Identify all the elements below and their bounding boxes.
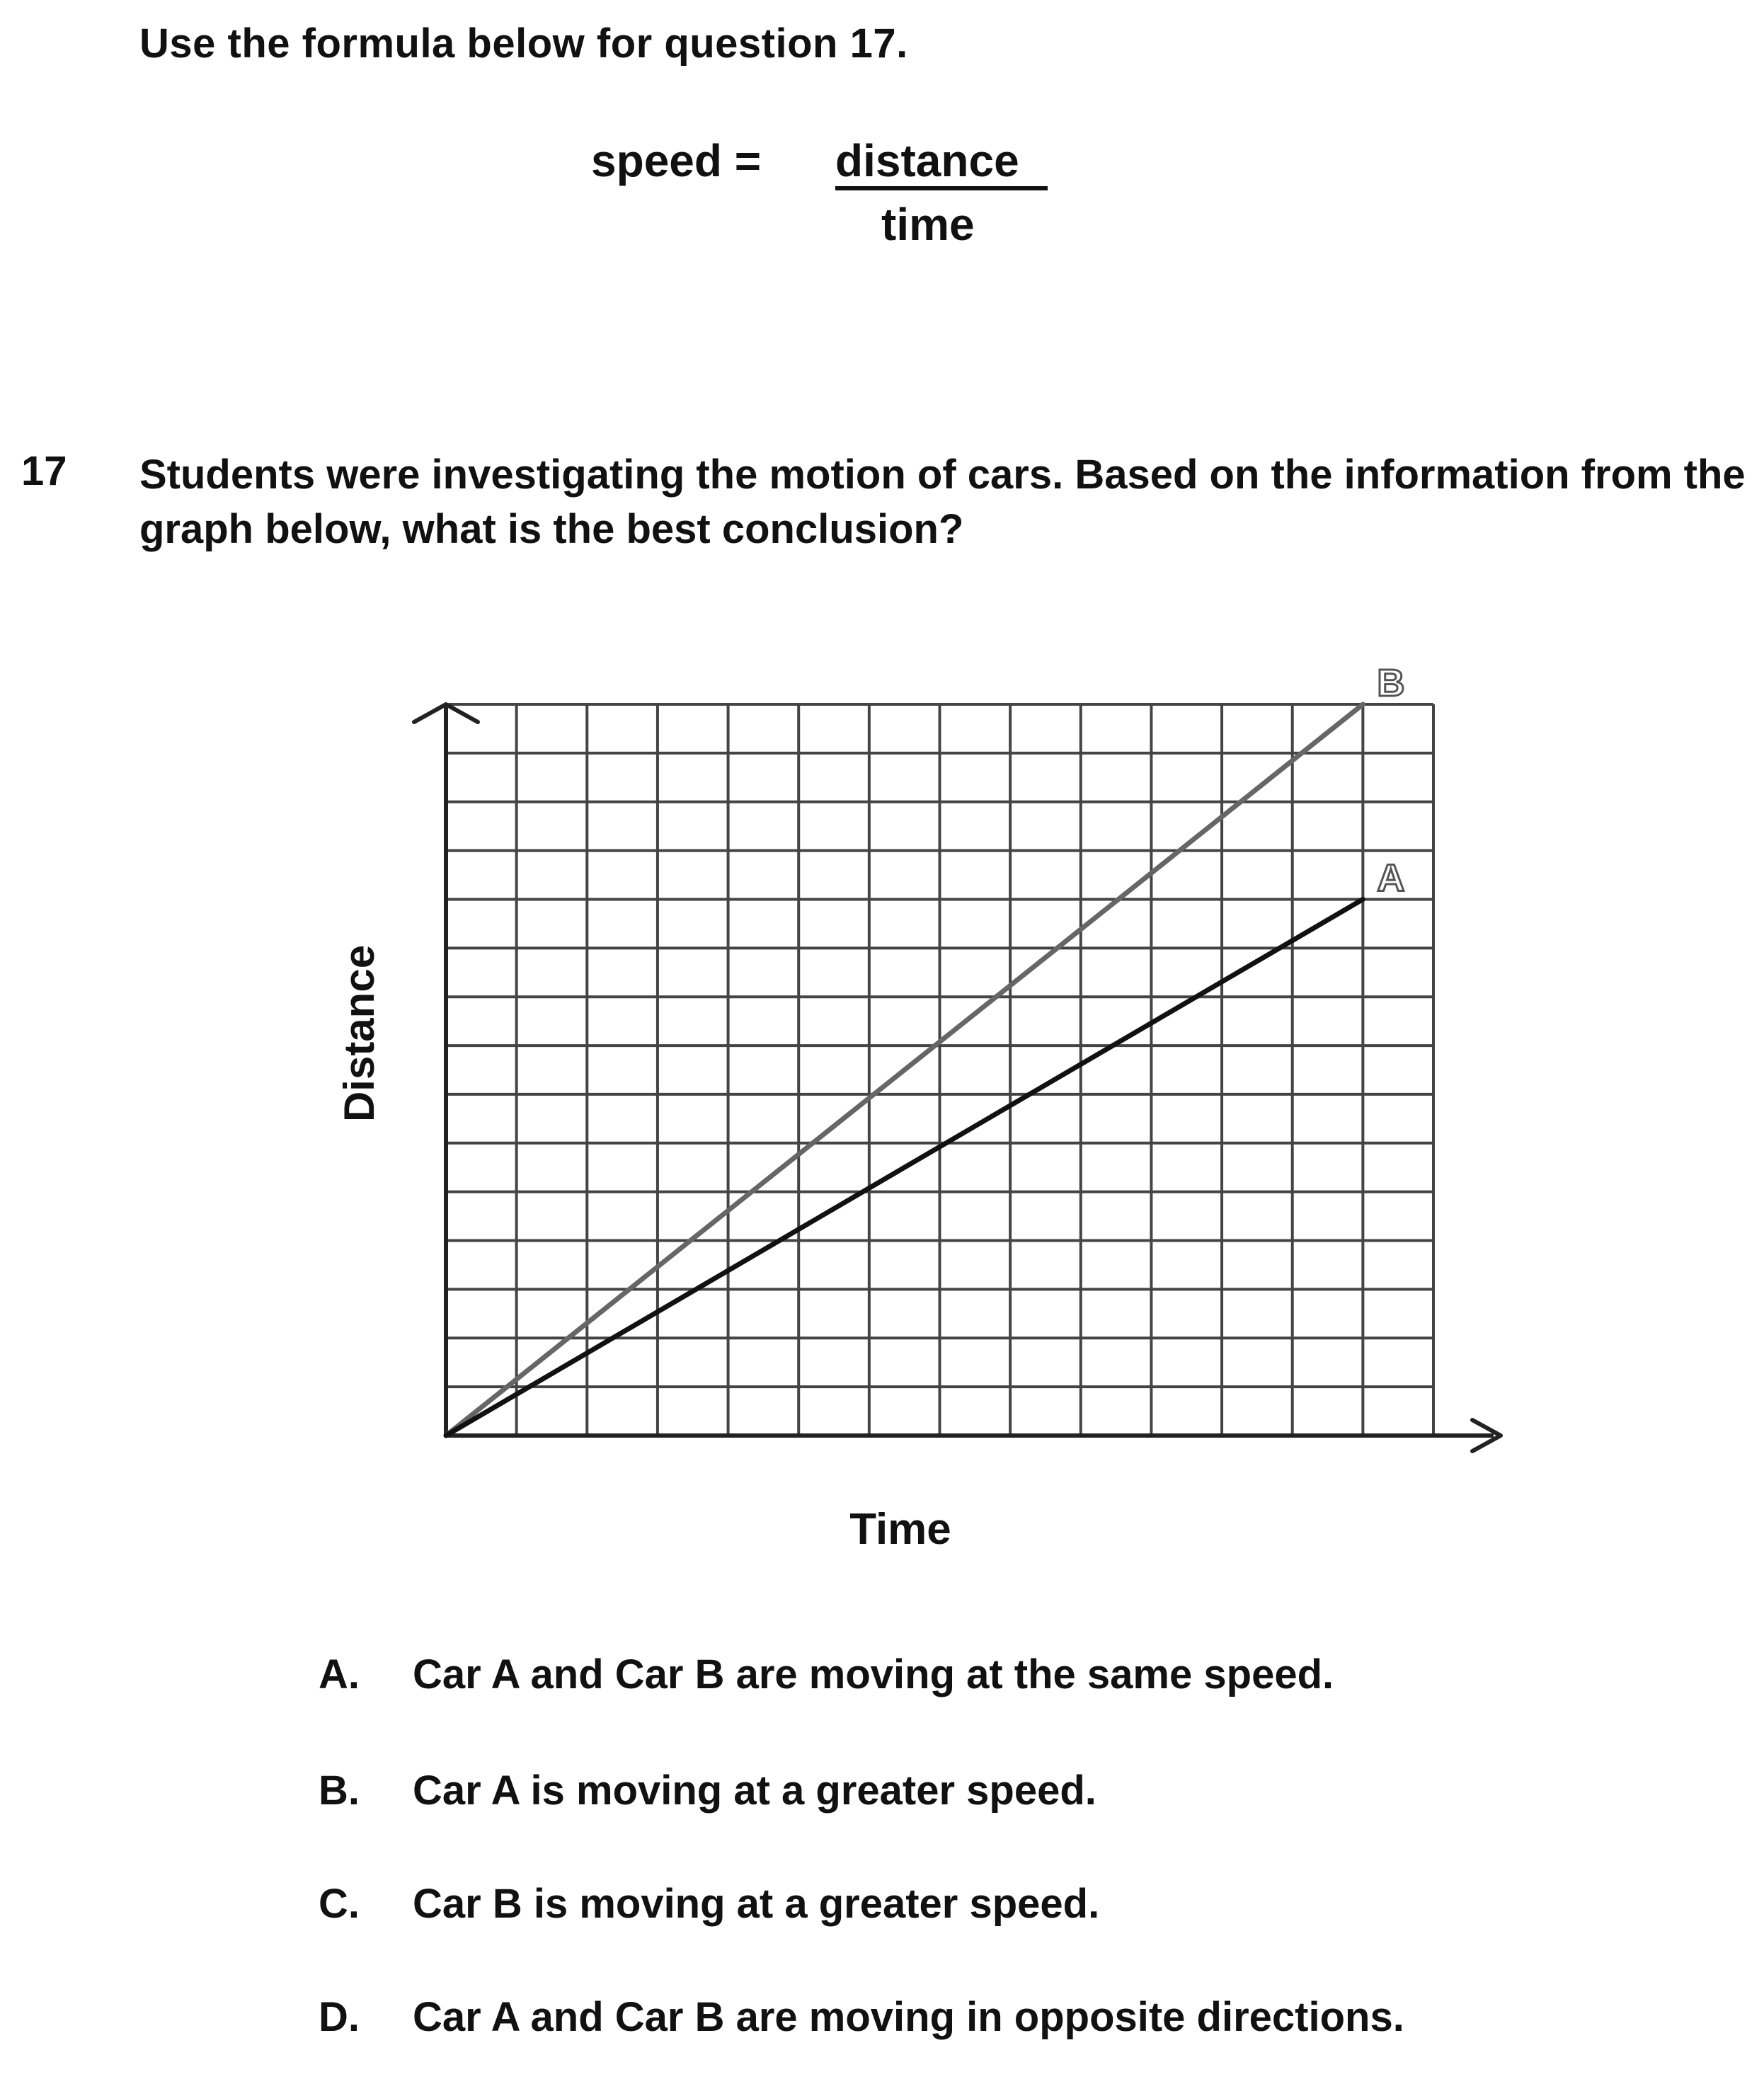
chart-labels	[336, 662, 1404, 1554]
answer-choice-b[interactable]	[319, 1767, 1096, 1814]
x-axis-arrowhead	[1472, 1420, 1501, 1451]
x-axis-label: Time	[849, 1505, 951, 1554]
formula-denominator: time	[881, 199, 975, 250]
speed-formula	[591, 127, 1087, 269]
answer-letter: C.	[319, 1881, 360, 1927]
series-label-car-a: A	[1377, 857, 1405, 900]
fraction-bar	[835, 186, 1048, 190]
question-number: 17	[21, 448, 67, 494]
series-label-car-b: B	[1377, 662, 1405, 704]
answer-choice-c[interactable]	[319, 1880, 1099, 1928]
answer-text: Car A is moving at a greater speed.	[413, 1768, 1096, 1814]
formula-numerator: distance	[835, 135, 1019, 186]
y-axis-label: Distance	[336, 944, 383, 1123]
formula-lhs: speed =	[591, 135, 762, 186]
chart-series	[446, 704, 1363, 1436]
answer-choice-d[interactable]	[319, 1993, 1404, 2041]
question-text: Students were investigating the motion of cars. Based on the information from the graph below, what is the best conclusion?	[139, 452, 1746, 552]
answer-text: Car B is moving at a greater speed.	[413, 1881, 1100, 1927]
y-axis-arrowhead	[414, 704, 478, 722]
answer-letter: D.	[319, 1994, 360, 2040]
answer-text: Car A and Car B are moving at the same speed.	[413, 1651, 1334, 1697]
formula-intro: Use the formula below for question 17.	[139, 21, 908, 67]
series-line-car-b	[446, 704, 1363, 1436]
chart-axes	[414, 704, 1501, 1451]
chart-grid	[446, 704, 1433, 1436]
answer-letter: A.	[319, 1651, 360, 1697]
series-line-car-a	[446, 899, 1363, 1436]
answer-choice-a[interactable]	[319, 1651, 1334, 1698]
answer-text: Car A and Car B are moving in opposite directions.	[413, 1994, 1404, 2040]
answer-letter: B.	[319, 1768, 360, 1814]
